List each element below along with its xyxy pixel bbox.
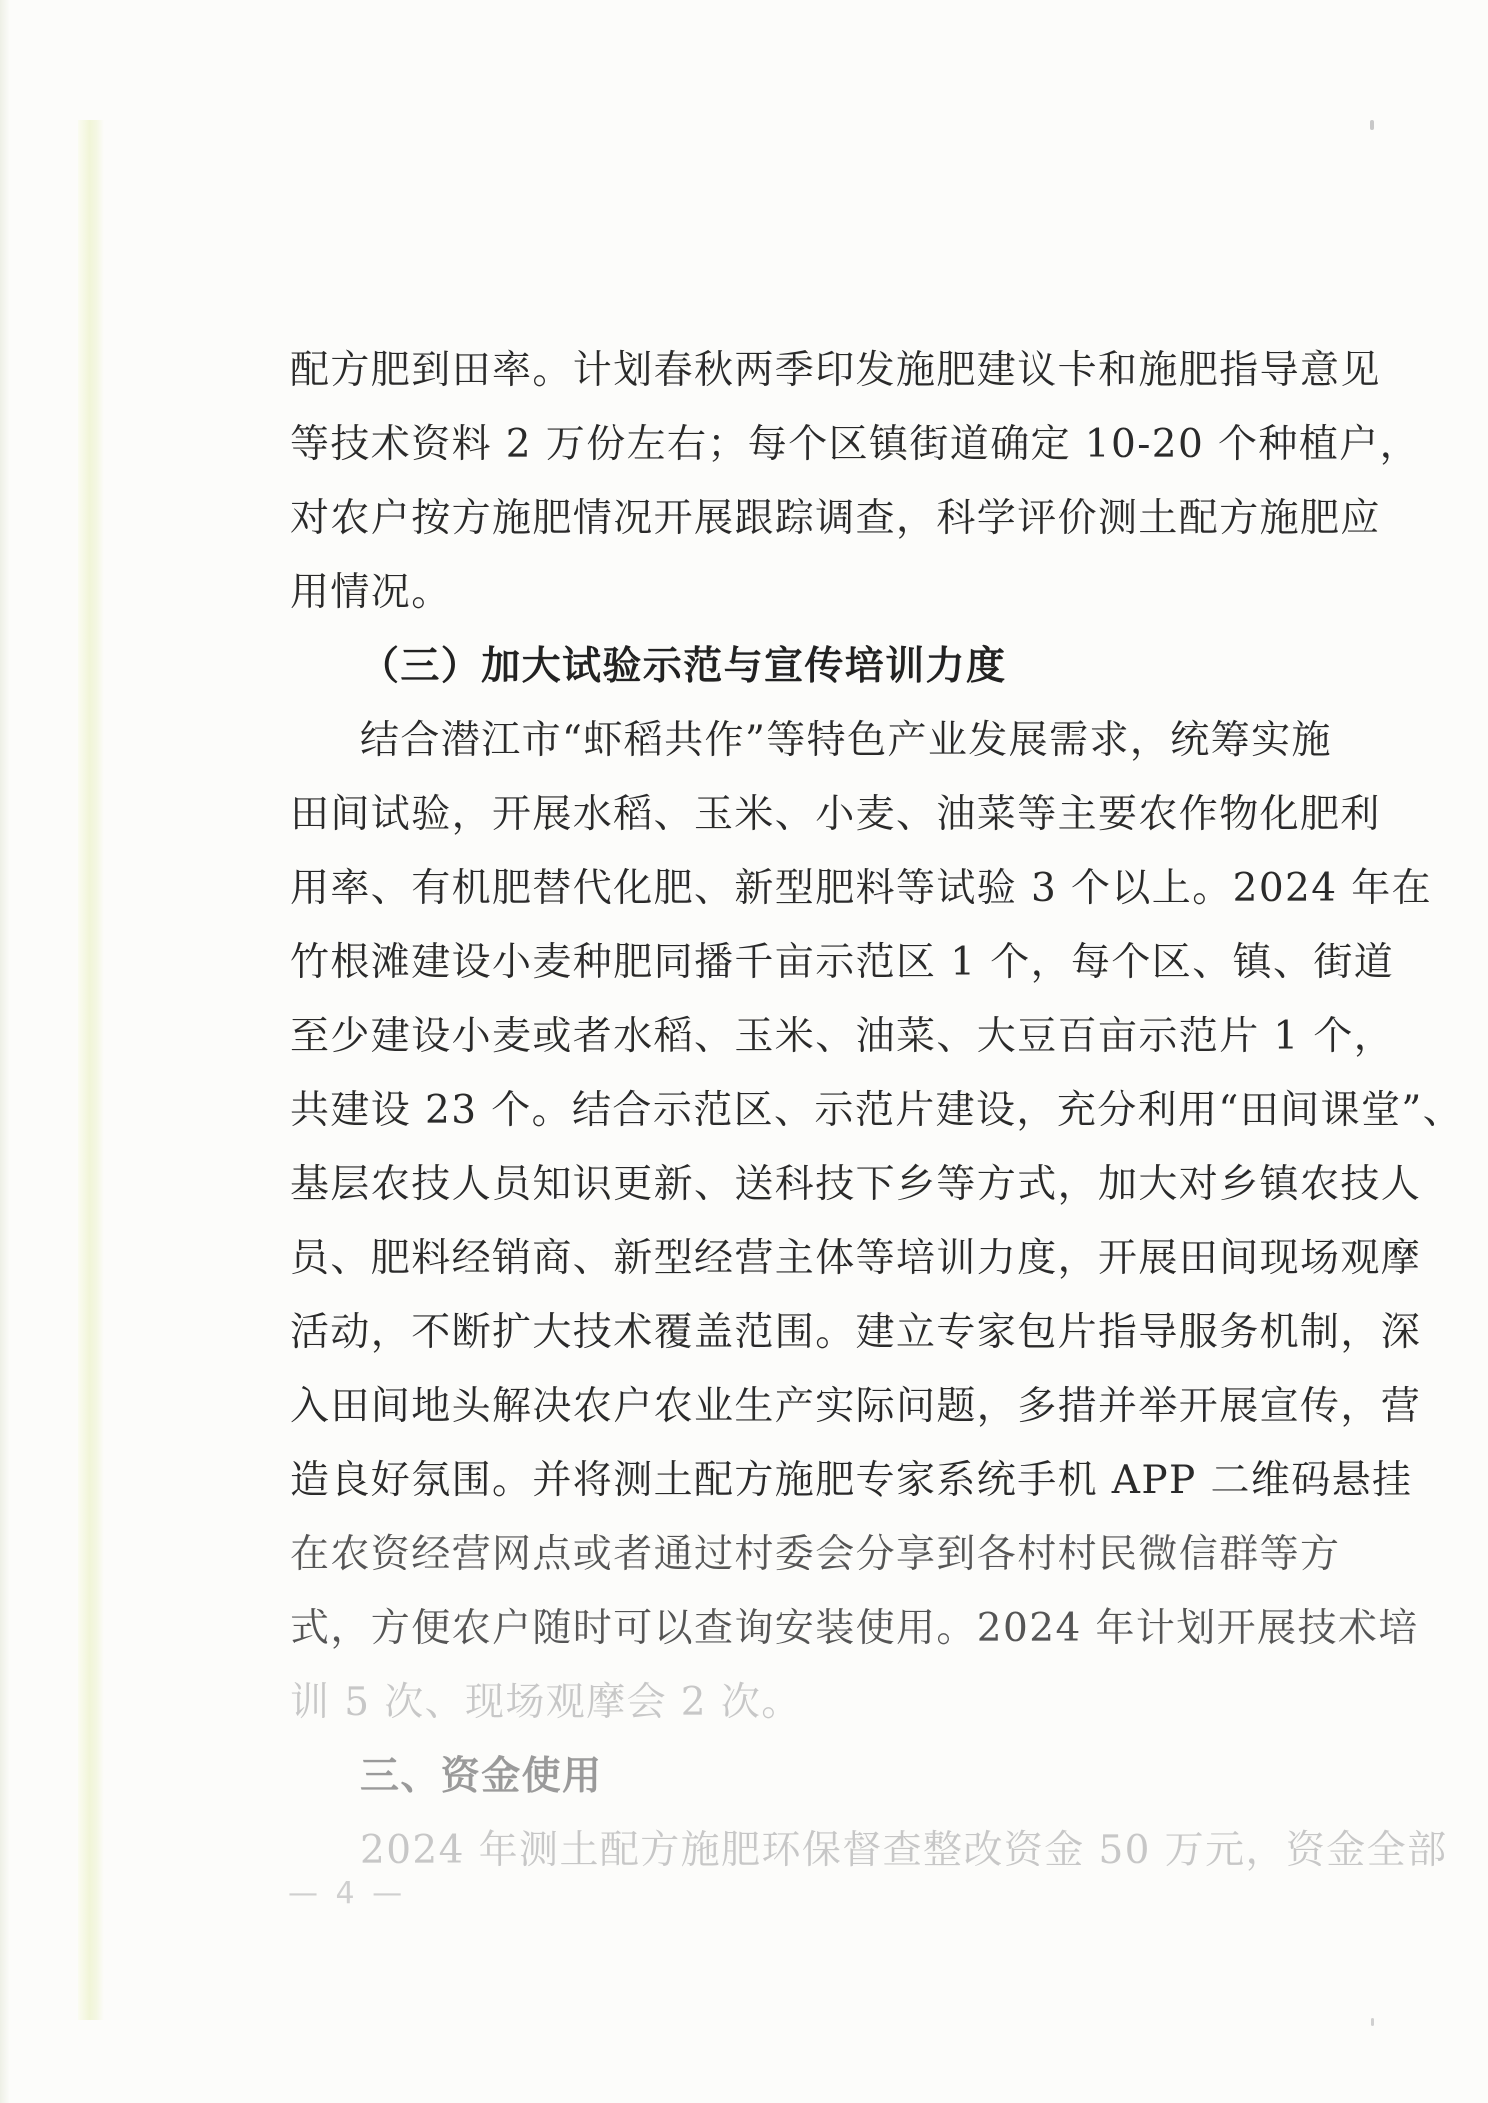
- paragraph-line: 至少建设小麦或者水稻、玉米、油菜、大豆百亩示范片 1 个，: [290, 1014, 1395, 1059]
- scan-binding-shadow: [78, 120, 104, 2020]
- paragraph-line: 造良好氛围。并将测土配方施肥专家系统手机 APP 二维码悬挂: [290, 1458, 1413, 1503]
- paragraph-line: 2024 年测土配方施肥环保督查整改资金 50 万元，资金全部: [360, 1828, 1448, 1873]
- section-heading: （三）加大试验示范与宣传培训力度: [360, 644, 1007, 689]
- scan-speck: [1370, 120, 1374, 130]
- paragraph-line: 在农资经营网点或者通过村委会分享到各村村民微信群等方: [290, 1532, 1341, 1577]
- paragraph-line: 结合潜江市“虾稻共作”等特色产业发展需求，统筹实施: [360, 718, 1332, 763]
- paragraph-line: 式，方便农户随时可以查询安装使用。2024 年计划开展技术培: [290, 1606, 1419, 1651]
- scan-speck: [1371, 2018, 1374, 2026]
- scan-edge: [0, 0, 10, 2103]
- paragraph-line: 基层农技人员知识更新、送科技下乡等方式，加大对乡镇农技人: [290, 1162, 1422, 1207]
- paragraph-line: 员、肥料经销商、新型经营主体等培训力度，开展田间现场观摩: [290, 1236, 1422, 1281]
- paragraph-line: 用率、有机肥替代化肥、新型肥料等试验 3 个以上。2024 年在: [290, 866, 1433, 911]
- paragraph-line: 共建设 23 个。结合示范区、示范片建设，充分利用“田间课堂”、: [290, 1088, 1464, 1133]
- text-line: 配方肥到田率。计划春秋两季印发施肥建议卡和施肥指导意见: [290, 348, 1381, 393]
- paragraph-line: 活动，不断扩大技术覆盖范围。建立专家包片指导服务机制，深: [290, 1310, 1422, 1355]
- document-body: [290, 334, 1464, 1888]
- paragraph-line: 田间试验，开展水稻、玉米、小麦、油菜等主要农作物化肥利: [290, 792, 1381, 837]
- text-line: 用情况。: [290, 570, 452, 615]
- text-line: 等技术资料 2 万份左右；每个区镇街道确定 10-20 个种植户，: [290, 422, 1421, 467]
- text-line: 对农户按方施肥情况开展跟踪调查，科学评价测土配方施肥应: [290, 496, 1381, 541]
- page-number: — 4 —: [288, 1876, 407, 1911]
- paragraph-line: 入田间地头解决农户农业生产实际问题，多措并举开展宣传，营: [290, 1384, 1422, 1429]
- paragraph-line: 竹根滩建设小麦种肥同播千亩示范区 1 个，每个区、镇、街道: [290, 940, 1395, 985]
- paragraph-line: 训 5 次、现场观摩会 2 次。: [290, 1680, 802, 1725]
- section-heading: 三、资金使用: [360, 1754, 603, 1799]
